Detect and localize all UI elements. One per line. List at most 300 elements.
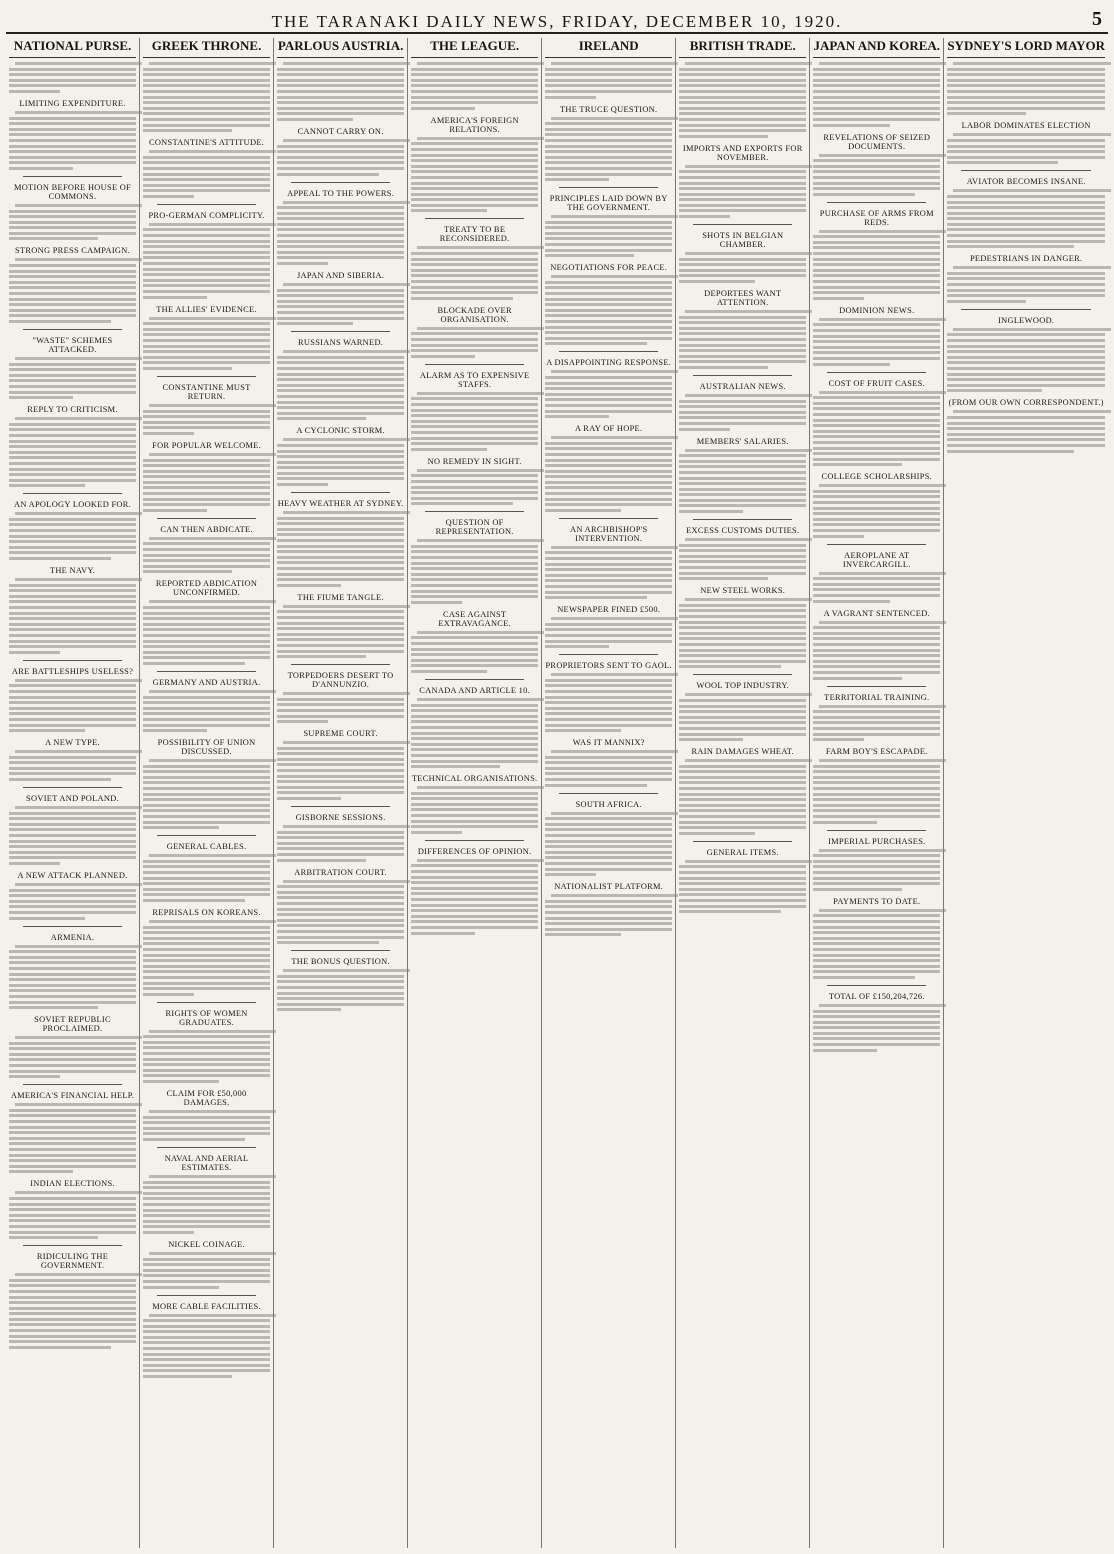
text-line [9, 451, 136, 454]
article-body [411, 327, 538, 358]
text-line [143, 1258, 270, 1261]
text-line [813, 626, 940, 629]
text-line [819, 849, 946, 852]
text-line [545, 286, 672, 289]
text-line [143, 821, 270, 824]
sub-heading: CANADA AND ARTICLE 10. [419, 685, 531, 695]
text-line [679, 888, 806, 891]
text-line [143, 882, 270, 885]
text-line [679, 73, 806, 76]
text-line [679, 182, 806, 185]
text-line [143, 542, 270, 545]
text-line [947, 150, 1105, 153]
article [9, 246, 136, 323]
section-heading: GREEK THRONE. [143, 38, 270, 58]
text-line [143, 228, 270, 231]
text-line [149, 600, 276, 603]
text-line [143, 1127, 270, 1130]
text-line [277, 622, 404, 625]
text-line [411, 887, 538, 890]
text-line [277, 797, 341, 800]
sub-heading: INGLEWOOD. [998, 315, 1055, 325]
article-body [411, 137, 538, 213]
sub-heading: QUESTION OF REPRESENTATION. [435, 518, 514, 537]
text-line [679, 733, 806, 736]
divider [693, 841, 792, 842]
text-line [545, 404, 672, 407]
text-line [679, 465, 806, 468]
article-body [813, 849, 940, 891]
article [9, 176, 136, 241]
text-line [411, 556, 538, 559]
text-line [277, 262, 328, 265]
text-line [545, 712, 672, 715]
text-line [417, 392, 544, 395]
text-line [277, 367, 404, 370]
text-line [277, 698, 404, 701]
article [411, 38, 538, 110]
article [143, 1002, 270, 1083]
text-line [411, 876, 538, 879]
text-line [277, 567, 404, 570]
article [947, 309, 1105, 393]
sub-heading: ARE BATTLESHIPS USELESS? [11, 666, 134, 676]
text-line [551, 617, 678, 620]
text-line [277, 941, 379, 944]
divider [23, 787, 122, 788]
text-line [277, 373, 404, 376]
text-line [947, 416, 1105, 419]
text-line [545, 79, 672, 82]
text-line [9, 1137, 136, 1140]
text-line [9, 707, 136, 710]
text-line [277, 461, 404, 464]
sub-heading: SHOTS IN BELGIAN CHAMBER. [702, 231, 784, 250]
sub-heading: PROPRIETORS SENT TO GAOL. [545, 661, 672, 671]
article [277, 593, 404, 658]
text-line [9, 729, 85, 732]
text-line [143, 470, 270, 473]
text-line [679, 280, 755, 283]
text-line [143, 268, 270, 271]
text-line [9, 1225, 136, 1228]
text-line [277, 528, 404, 531]
text-line [143, 73, 270, 76]
text-line [679, 649, 806, 652]
text-line [277, 472, 404, 475]
column-4 [408, 38, 542, 1548]
text-line [813, 1032, 940, 1035]
text-line [143, 570, 232, 573]
text-line [143, 1035, 270, 1038]
text-line [143, 815, 270, 818]
text-line [813, 727, 940, 730]
text-line [953, 410, 1111, 413]
text-line [143, 184, 270, 187]
text-line [9, 1142, 136, 1145]
text-line [277, 150, 404, 153]
text-line [417, 327, 544, 330]
text-line [411, 670, 487, 673]
text-line [9, 862, 60, 865]
text-line [813, 263, 940, 266]
article [9, 738, 136, 781]
text-line [679, 332, 806, 335]
text-line [9, 1053, 136, 1056]
text-line [9, 817, 136, 820]
text-line [9, 363, 136, 366]
text-line [277, 550, 404, 553]
text-line [947, 427, 1105, 430]
text-line [411, 831, 462, 834]
text-line [9, 117, 136, 120]
text-line [143, 1274, 270, 1277]
text-line [9, 434, 136, 437]
text-line [411, 154, 538, 157]
sub-heading: ARBITRATION COURT. [294, 867, 387, 877]
divider [559, 518, 658, 519]
sub-heading: (FROM OUR OWN CORRESPONDENT.) [948, 398, 1104, 408]
text-line [813, 871, 940, 874]
text-line [143, 410, 270, 413]
text-line [813, 495, 940, 498]
text-line [545, 150, 672, 153]
text-line [545, 475, 672, 478]
text-line [277, 908, 404, 911]
text-line [947, 161, 1057, 164]
text-line [417, 786, 544, 789]
text-line [143, 970, 270, 973]
text-line [819, 759, 946, 762]
text-line [813, 776, 940, 779]
article [813, 897, 940, 979]
article-body [545, 750, 672, 787]
text-line [149, 1110, 276, 1113]
text-line [143, 112, 270, 115]
text-line [283, 511, 410, 514]
text-line [277, 638, 404, 641]
text-line [813, 860, 940, 863]
text-line [9, 79, 136, 82]
section-heading: IRELAND [545, 38, 672, 58]
text-line [143, 367, 232, 370]
text-line [9, 385, 136, 388]
text-line [411, 68, 538, 71]
text-line [9, 535, 136, 538]
text-line [411, 187, 538, 190]
text-line [947, 90, 1105, 93]
text-line [9, 1159, 136, 1162]
text-line [679, 258, 806, 261]
text-line [545, 756, 672, 759]
text-line [143, 860, 270, 863]
text-line [143, 1046, 270, 1049]
article [143, 835, 270, 902]
text-line [679, 170, 806, 173]
divider [23, 1084, 122, 1085]
text-line [9, 600, 136, 603]
text-line [947, 73, 1105, 76]
article [679, 375, 806, 431]
article [411, 364, 538, 451]
text-line [411, 474, 538, 477]
text-line [283, 692, 410, 695]
text-line [679, 204, 806, 207]
text-line [411, 726, 538, 729]
article [143, 38, 270, 132]
masthead-title: THE TARANAKI DAILY NEWS, FRIDAY, DECEMBER 10, 1920. [271, 12, 843, 31]
article-body [679, 394, 806, 431]
divider [559, 793, 658, 794]
text-line [545, 398, 672, 401]
text-line [813, 738, 864, 741]
sub-heading: A VAGRANT SENTENCED. [823, 608, 930, 618]
sub-heading: ALARM AS TO EXPENSIVE STAFFS. [419, 370, 530, 389]
text-line [143, 809, 270, 812]
text-line [411, 704, 538, 707]
text-line [143, 178, 270, 181]
article-body [9, 357, 136, 399]
text-line [9, 628, 136, 631]
text-line [277, 655, 366, 658]
text-line [819, 705, 946, 708]
text-line [277, 992, 404, 995]
divider [693, 674, 792, 675]
divider [961, 309, 1091, 310]
text-line [9, 712, 136, 715]
sub-heading: REPORTED ABDICATION UNCONFIRMED. [155, 579, 258, 598]
text-line [679, 422, 806, 425]
text-line [15, 417, 142, 420]
article [9, 787, 136, 865]
text-line [411, 573, 538, 576]
text-line [143, 1074, 270, 1077]
article [277, 127, 404, 176]
text-line [545, 928, 672, 931]
article-body [277, 692, 404, 723]
text-line [679, 738, 743, 741]
text-line [277, 217, 404, 220]
text-line [9, 320, 111, 323]
text-line [545, 173, 672, 176]
text-line [813, 79, 940, 82]
text-line [813, 677, 902, 680]
text-line [143, 1063, 270, 1066]
text-line [283, 201, 410, 204]
text-line [411, 601, 462, 604]
text-line [277, 831, 404, 834]
article [947, 398, 1105, 452]
article [9, 1245, 136, 1349]
text-line [277, 477, 404, 480]
text-line [143, 707, 270, 710]
text-line [813, 1043, 940, 1046]
text-line [143, 1358, 270, 1361]
article-body [277, 201, 404, 266]
text-line [813, 407, 940, 410]
text-line [679, 96, 806, 99]
text-line [545, 226, 672, 229]
text-line [9, 468, 136, 471]
article [277, 271, 404, 325]
text-line [9, 623, 136, 626]
text-line [9, 1214, 136, 1217]
text-line [545, 382, 672, 385]
text-line [679, 454, 806, 457]
text-line [9, 286, 136, 289]
text-line [813, 363, 889, 366]
text-line [9, 90, 60, 93]
text-line [813, 187, 940, 190]
text-line [679, 187, 806, 190]
text-line [411, 425, 538, 428]
text-line [143, 90, 270, 93]
text-line [679, 654, 806, 657]
article-body [9, 1191, 136, 1239]
text-line [947, 339, 1105, 342]
text-line [679, 882, 806, 885]
article [679, 224, 806, 283]
text-line [143, 724, 270, 727]
text-line [679, 416, 806, 419]
divider [693, 375, 792, 376]
text-line [143, 1116, 270, 1119]
article-body [143, 150, 270, 198]
article-body [411, 631, 538, 673]
text-line [143, 948, 270, 951]
text-line [411, 338, 538, 341]
text-line [551, 370, 678, 373]
text-line [813, 632, 940, 635]
text-line [685, 598, 812, 601]
text-line [277, 118, 353, 121]
text-line [411, 79, 538, 82]
text-line [277, 84, 404, 87]
text-line [545, 492, 672, 495]
text-line [9, 834, 136, 837]
text-line [411, 332, 538, 335]
text-line [545, 551, 672, 554]
text-line [143, 982, 270, 985]
text-line [947, 438, 1105, 441]
text-line [9, 264, 136, 267]
text-line [947, 422, 1105, 425]
article [9, 99, 136, 170]
text-line [143, 865, 270, 868]
text-line [277, 395, 404, 398]
text-line [545, 292, 672, 295]
article-body [679, 252, 806, 283]
text-line [277, 902, 404, 905]
text-line [545, 729, 621, 732]
text-line [411, 881, 538, 884]
text-line [813, 269, 940, 272]
text-line [679, 405, 806, 408]
text-line [277, 633, 404, 636]
text-line [679, 871, 806, 874]
text-line [277, 305, 404, 308]
text-line [9, 911, 136, 914]
text-line [411, 909, 538, 912]
article-body [9, 945, 136, 1010]
text-line [149, 1252, 276, 1255]
text-line [277, 786, 404, 789]
text-line [947, 79, 1105, 82]
text-line [277, 853, 404, 856]
text-line [545, 133, 672, 136]
text-line [9, 473, 136, 476]
text-line [9, 1042, 136, 1045]
text-line [143, 877, 270, 880]
text-line [679, 826, 806, 829]
article-body [9, 1103, 136, 1173]
text-line [417, 137, 544, 140]
text-line [545, 84, 672, 87]
text-line [545, 645, 609, 648]
text-line [813, 733, 940, 736]
text-line [15, 750, 142, 753]
text-line [143, 871, 270, 874]
text-line [277, 584, 341, 587]
text-line [813, 430, 940, 433]
text-line [411, 252, 538, 255]
article [411, 679, 538, 768]
text-line [411, 142, 538, 145]
text-line [143, 662, 245, 665]
sub-heading: HEAVY WEATHER AT SYDNEY. [277, 499, 404, 509]
text-line [411, 344, 538, 347]
text-line [9, 905, 136, 908]
text-line [143, 256, 270, 259]
divider [425, 364, 524, 365]
sub-heading: PEDESTRIANS IN DANGER. [969, 254, 1083, 264]
text-line [545, 684, 672, 687]
text-line [545, 761, 672, 764]
text-line [679, 79, 806, 82]
text-line [813, 335, 940, 338]
text-line [679, 615, 806, 618]
text-line [545, 128, 672, 131]
text-line [813, 274, 940, 277]
text-line [813, 721, 940, 724]
text-line [551, 812, 678, 815]
text-line [411, 642, 538, 645]
sub-heading: THE BONUS QUESTION. [291, 957, 390, 967]
text-line [417, 62, 544, 65]
sub-heading: CLAIM FOR £50,000 DAMAGES. [166, 1089, 247, 1108]
text-line [411, 107, 475, 110]
section-heading: NATIONAL PURSE. [9, 38, 136, 58]
article [9, 405, 136, 487]
text-line [551, 894, 678, 897]
text-line [411, 442, 538, 445]
text-line [813, 351, 940, 354]
text-line [947, 272, 1105, 275]
article-body [813, 621, 940, 680]
divider [425, 218, 524, 219]
text-line [947, 384, 1105, 387]
text-line [679, 544, 806, 547]
text-line [685, 394, 812, 397]
text-line [143, 770, 270, 773]
article-body [545, 62, 672, 99]
text-line [411, 274, 538, 277]
text-line [277, 627, 404, 630]
text-line [9, 215, 136, 218]
text-line [277, 924, 404, 927]
text-line [947, 228, 1105, 231]
article [277, 38, 404, 121]
